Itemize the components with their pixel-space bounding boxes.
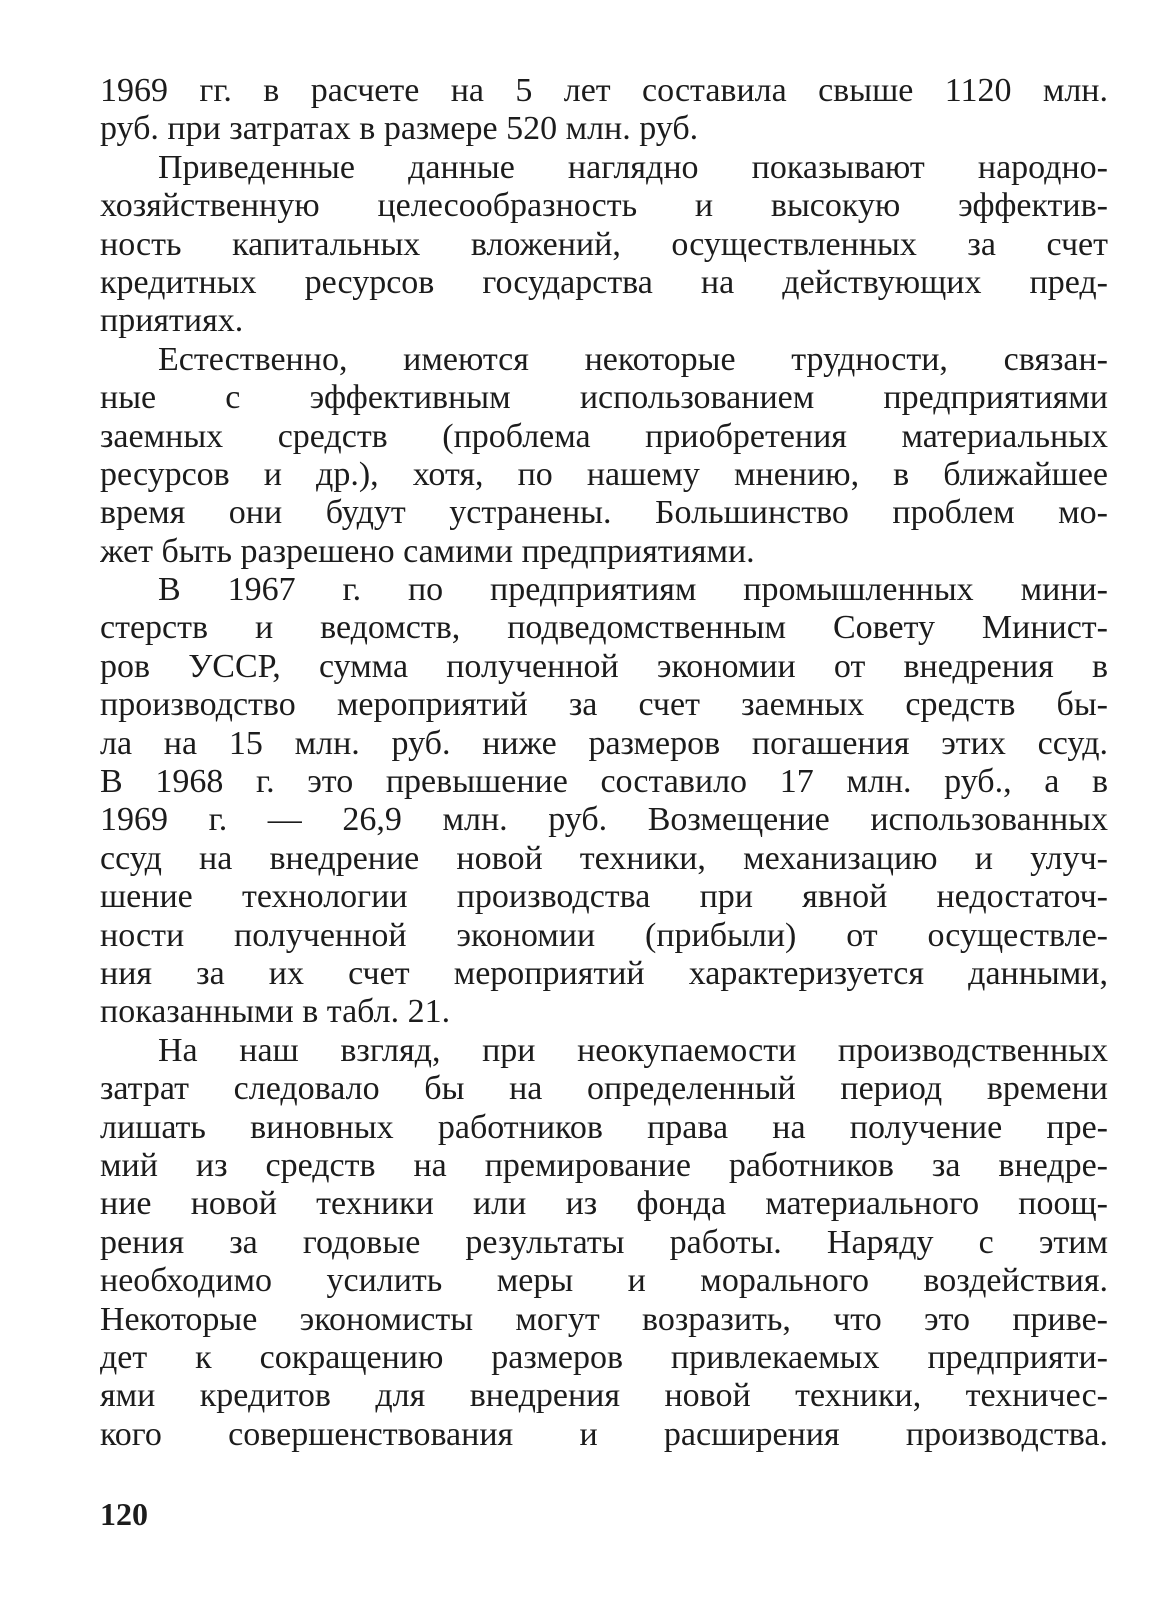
- text-line: В 1967 г. по предприятиям промышленных мини-: [158, 571, 1108, 609]
- text-line: 1969 гг. в расчете на 5 лет составила свыше 1120 млн.: [100, 72, 1108, 109]
- text-line: производство мероприятий за счет заемных средств бы-: [100, 686, 1108, 724]
- text-line: ресурсов и др.), хотя, по нашему мнению, в ближайшее: [100, 455, 1108, 493]
- text-line: ности полученной экономии (прибыли) от осуществле-: [100, 916, 1108, 954]
- text-line: ссуд на внедрение новой техники, механизацию и улуч-: [100, 839, 1108, 877]
- text-line: необходимо усилить меры и морального воздействия.: [100, 1262, 1108, 1300]
- text-line: показанными в табл. 21.: [100, 993, 451, 1031]
- text-line: В 1968 г. это превышение составило 17 млн. руб., а в: [100, 763, 1108, 801]
- page-number: 120: [100, 1496, 148, 1532]
- text-line: стерств и ведомств, подведомственным Совету Минист-: [100, 609, 1108, 647]
- text-line: На наш взгляд, при неокупаемости производственных: [158, 1031, 1108, 1069]
- text-line: лишать виновных работников права на получение пре-: [100, 1108, 1108, 1146]
- text-line: ров УССР, сумма полученной экономии от внедрения в: [100, 647, 1108, 685]
- text-line: ние новой техники или из фонда материального поощ-: [100, 1185, 1108, 1223]
- text-line: ями кредитов для внедрения новой техники, техничес-: [100, 1377, 1108, 1415]
- text-line: ла на 15 млн. руб. ниже размеров погашения этих ссуд.: [100, 724, 1108, 762]
- text-line: затрат следовало бы на определенный период времени: [100, 1070, 1108, 1108]
- text-line: кого совершенствования и расширения производства.: [100, 1415, 1108, 1453]
- text-line: жет быть разрешено самими предприятиями.: [100, 532, 755, 570]
- text-line: приятиях.: [100, 302, 244, 340]
- text-line: время они будут устранены. Большинство проблем мо-: [100, 494, 1108, 532]
- text-line: кредитных ресурсов государства на действующих пред-: [100, 263, 1108, 301]
- text-line: руб. при затратах в размере 520 млн. руб.: [100, 110, 699, 148]
- text-line: ность капитальных вложений, осуществленных за счет: [100, 225, 1108, 263]
- text-line: 1969 г. — 26,9 млн. руб. Возмещение использованных: [100, 801, 1108, 839]
- text-line: шение технологии производства при явной недостаточ-: [100, 878, 1108, 916]
- text-line: Естественно, имеются некоторые трудности, связан-: [158, 340, 1108, 378]
- text-line: Приведенные данные наглядно показывают народно-: [158, 148, 1108, 186]
- text-line: заемных средств (проблема приобретения материальных: [100, 417, 1108, 455]
- text-line: дет к сокращению размеров привлекаемых предприяти-: [100, 1338, 1108, 1376]
- text-line: ные с эффективным использованием предприятиями: [100, 379, 1108, 417]
- text-line: рения за годовые результаты работы. Наряду с этим: [100, 1223, 1108, 1261]
- text-line: ния за их счет мероприятий характеризуется данными,: [100, 954, 1108, 992]
- body-text: [100, 72, 1108, 1454]
- text-line: хозяйственную целесообразность и высокую эффектив-: [100, 187, 1108, 225]
- text-line: мий из средств на премирование работников за внедре-: [100, 1146, 1108, 1184]
- text-line: Некоторые экономисты могут возразить, что это приве-: [100, 1300, 1108, 1338]
